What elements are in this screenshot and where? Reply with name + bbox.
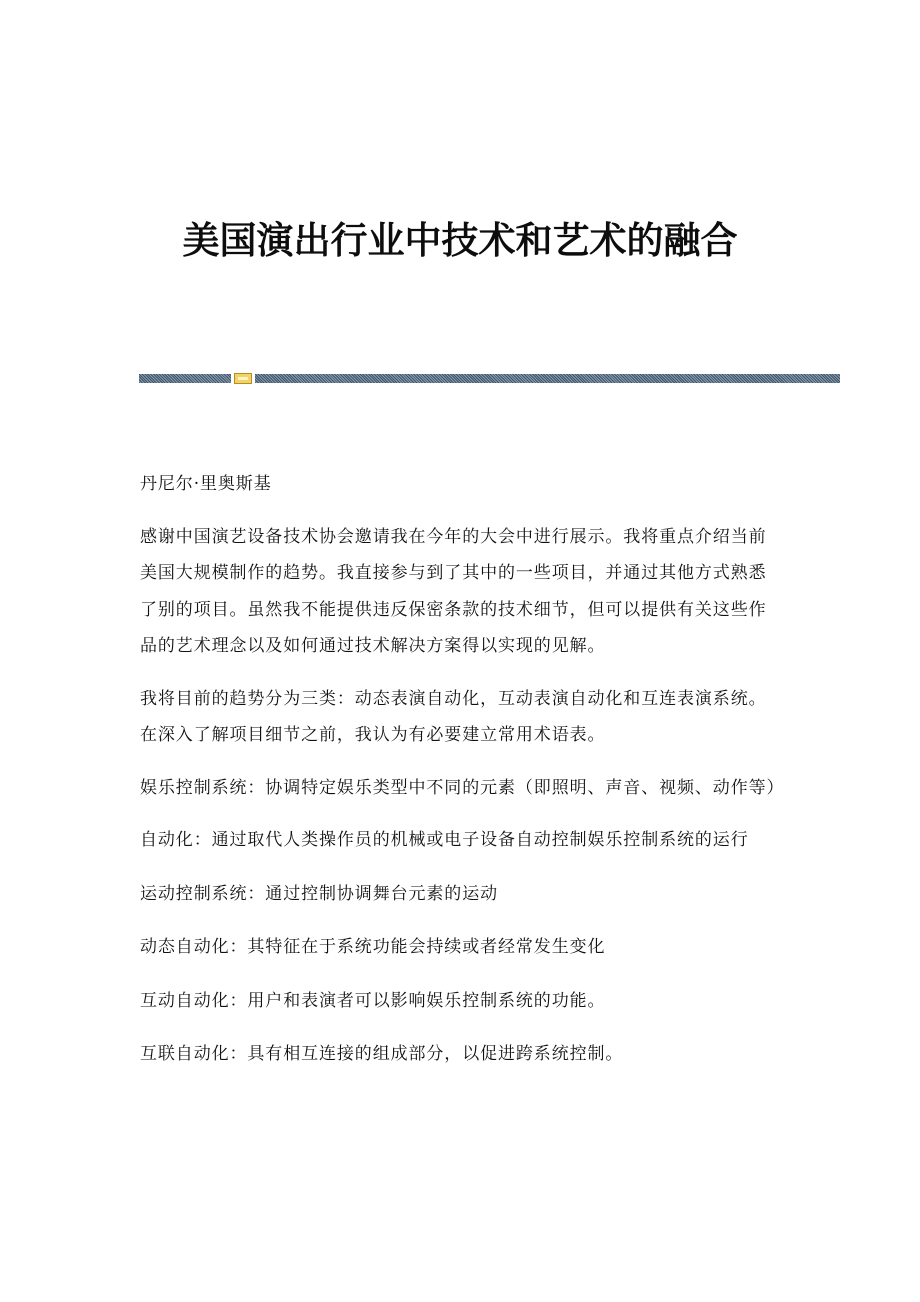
page-title: 美国演出行业中技术和艺术的融合 xyxy=(182,218,738,262)
term-interconnected-automation: 互联自动化：具有相互连接的组成部分，以促进跨系统控制。 xyxy=(140,1044,624,1064)
author-line: 丹尼尔·里奥斯基 xyxy=(140,474,272,494)
document-body xyxy=(140,466,785,1090)
divider-ornament-icon xyxy=(234,373,252,384)
term-interactive-automation: 互动自动化：用户和表演者可以影响娱乐控制系统的功能。 xyxy=(140,990,606,1011)
paragraph-intro: 感谢中国演艺设备技术协会邀请我在今年的大会中进行展示。我将重点介绍当前美国大规模制作的趋势。我直接参与到了其中的一些项目，并通过其他方式熟悉了别的项目。虽然我不能提供违反保密条款的技术细节，但可以提供有关这些作品的艺术理念以及如何通过技术解决方案得以实现的见解。 xyxy=(140,526,767,656)
term-automation: 自动化：通过取代人类操作员的机械或电子设备自动控制娱乐控制系统的运行 xyxy=(140,830,749,850)
title-divider-right xyxy=(255,374,840,383)
term-entertainment-control: 娱乐控制系统：协调特定娱乐类型中不同的元素（即照明、声音、视频、动作等） xyxy=(140,777,785,798)
term-dynamic-automation: 动态自动化：其特征在于系统功能会持续或者经常发生变化 xyxy=(140,937,606,957)
title-divider-left xyxy=(139,374,231,383)
paragraph-trends: 我将目前的趋势分为三类：动态表演自动化，互动表演自动化和互连表演系统。在深入了解项目细节之前，我认为有必要建立常用术语表。 xyxy=(140,688,767,745)
term-motion-control: 运动控制系统：通过控制协调舞台元素的运动 xyxy=(140,883,498,904)
